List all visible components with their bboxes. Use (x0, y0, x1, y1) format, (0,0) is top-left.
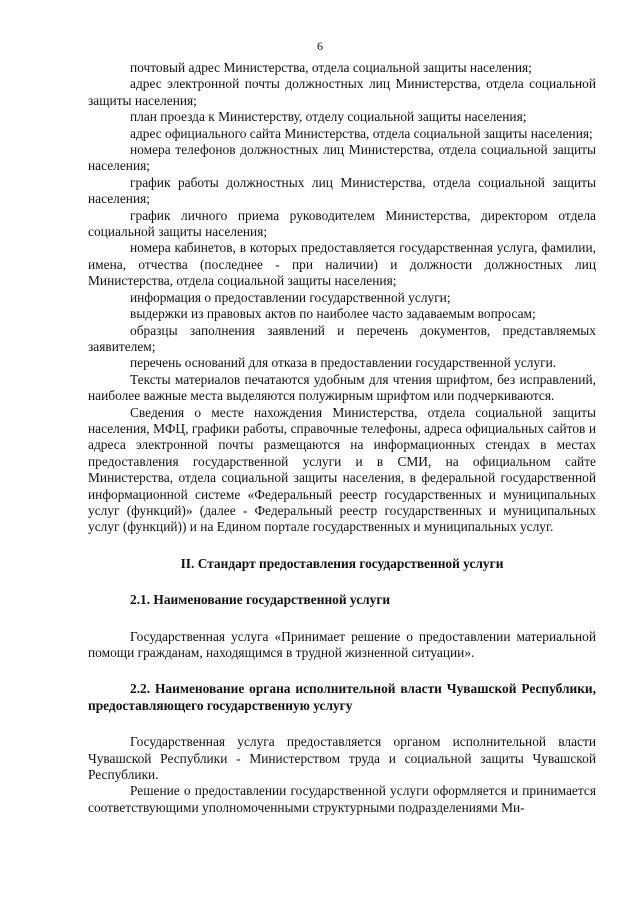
list-item: выдержки из правовых актов по наиболее часто задаваемым вопросам; (130, 306, 536, 322)
paragraph-decision: Решение о предоставлении государственной услуги оформляется и принимается соответствующими уполномоченными структурными подразделениями Ми- (88, 783, 596, 815)
page-content (88, 60, 596, 816)
list-item: номера кабинетов, в которых предоставляется государственная услуга, фамилии, имена, отчества (последнее - при наличии) и должности должностных лиц Министерства, отдела социальной защиты населения; (88, 240, 596, 289)
list-item: перечень оснований для отказа в предоставлении государственной услуги. (130, 355, 557, 371)
list-item: номера телефонов должностных лиц Министерства, отдела социальной защиты населения; (88, 142, 596, 174)
list-item: адрес электронной почты должностных лиц Министерства, отдела социальной защиты населения; (88, 76, 596, 108)
section-heading: II. Стандарт предоставления государственной услуги (180, 555, 504, 571)
paragraph-fonts: Тексты материалов печатаются удобным для чтения шрифтом, без исправлений, наиболее важные места выделяются полужирным шрифтом или подчеркиваются. (88, 371, 596, 404)
paragraph-service-name: Государственная услуга «Принимает решение о предоставлении материальной помощи гражданам, находящимся в трудной жизненной ситуации». (88, 628, 596, 660)
list-item: адрес официального сайта Министерства, отдела социальной защиты населения; (130, 125, 593, 141)
subsection-heading-2-2: 2.2. Наименование органа исполнительной власти Чувашской Республики, предоставляющего государственную услугу (88, 681, 596, 713)
list-item: почтовый адрес Министерства, отдела социальной защиты населения; (130, 60, 532, 75)
list-item: информация о предоставлении государственной услуги; (130, 289, 451, 305)
paragraph-provider: Государственная услуга предоставляется органом исполнительной власти Чувашской Республики - Министерством труда и социальной защиты Чувашской Республики. (88, 734, 596, 783)
list-item: план проезда к Министерству, отделу социальной защиты населения; (130, 109, 527, 125)
list-item: график работы должностных лиц Министерства, отдела социальной защиты населения; (88, 174, 596, 207)
info-list (88, 60, 596, 372)
paragraph-info-placement: Сведения о месте нахождения Министерства, отдела социальной защиты населения, МФЦ, графики работы, справочные телефоны, адреса официальных сайтов и адреса электронной почты размещаются на информационных стендах в местах предоставления государственной услуги и в СМИ, на официальном сайте Министерства, отдела социальной защиты населения, в федеральной государственной информационной системе «Федеральный реестр государственных и муниципальных услуг (функций)» (далее - Федеральный реестр государственных и муниципальных услуг (функций)) и на Едином портале государственных и муниципальных услуг. (88, 404, 596, 535)
page-number: 6 (317, 39, 323, 53)
list-item: график личного приема руководителем Министерства, директором отдела социальной защиты населения; (88, 207, 596, 240)
list-item: образцы заполнения заявлений и перечень документов, представляемых заявителем; (88, 322, 596, 354)
subsection-heading-2-1: 2.1. Наименование государственной услуги (130, 592, 391, 608)
